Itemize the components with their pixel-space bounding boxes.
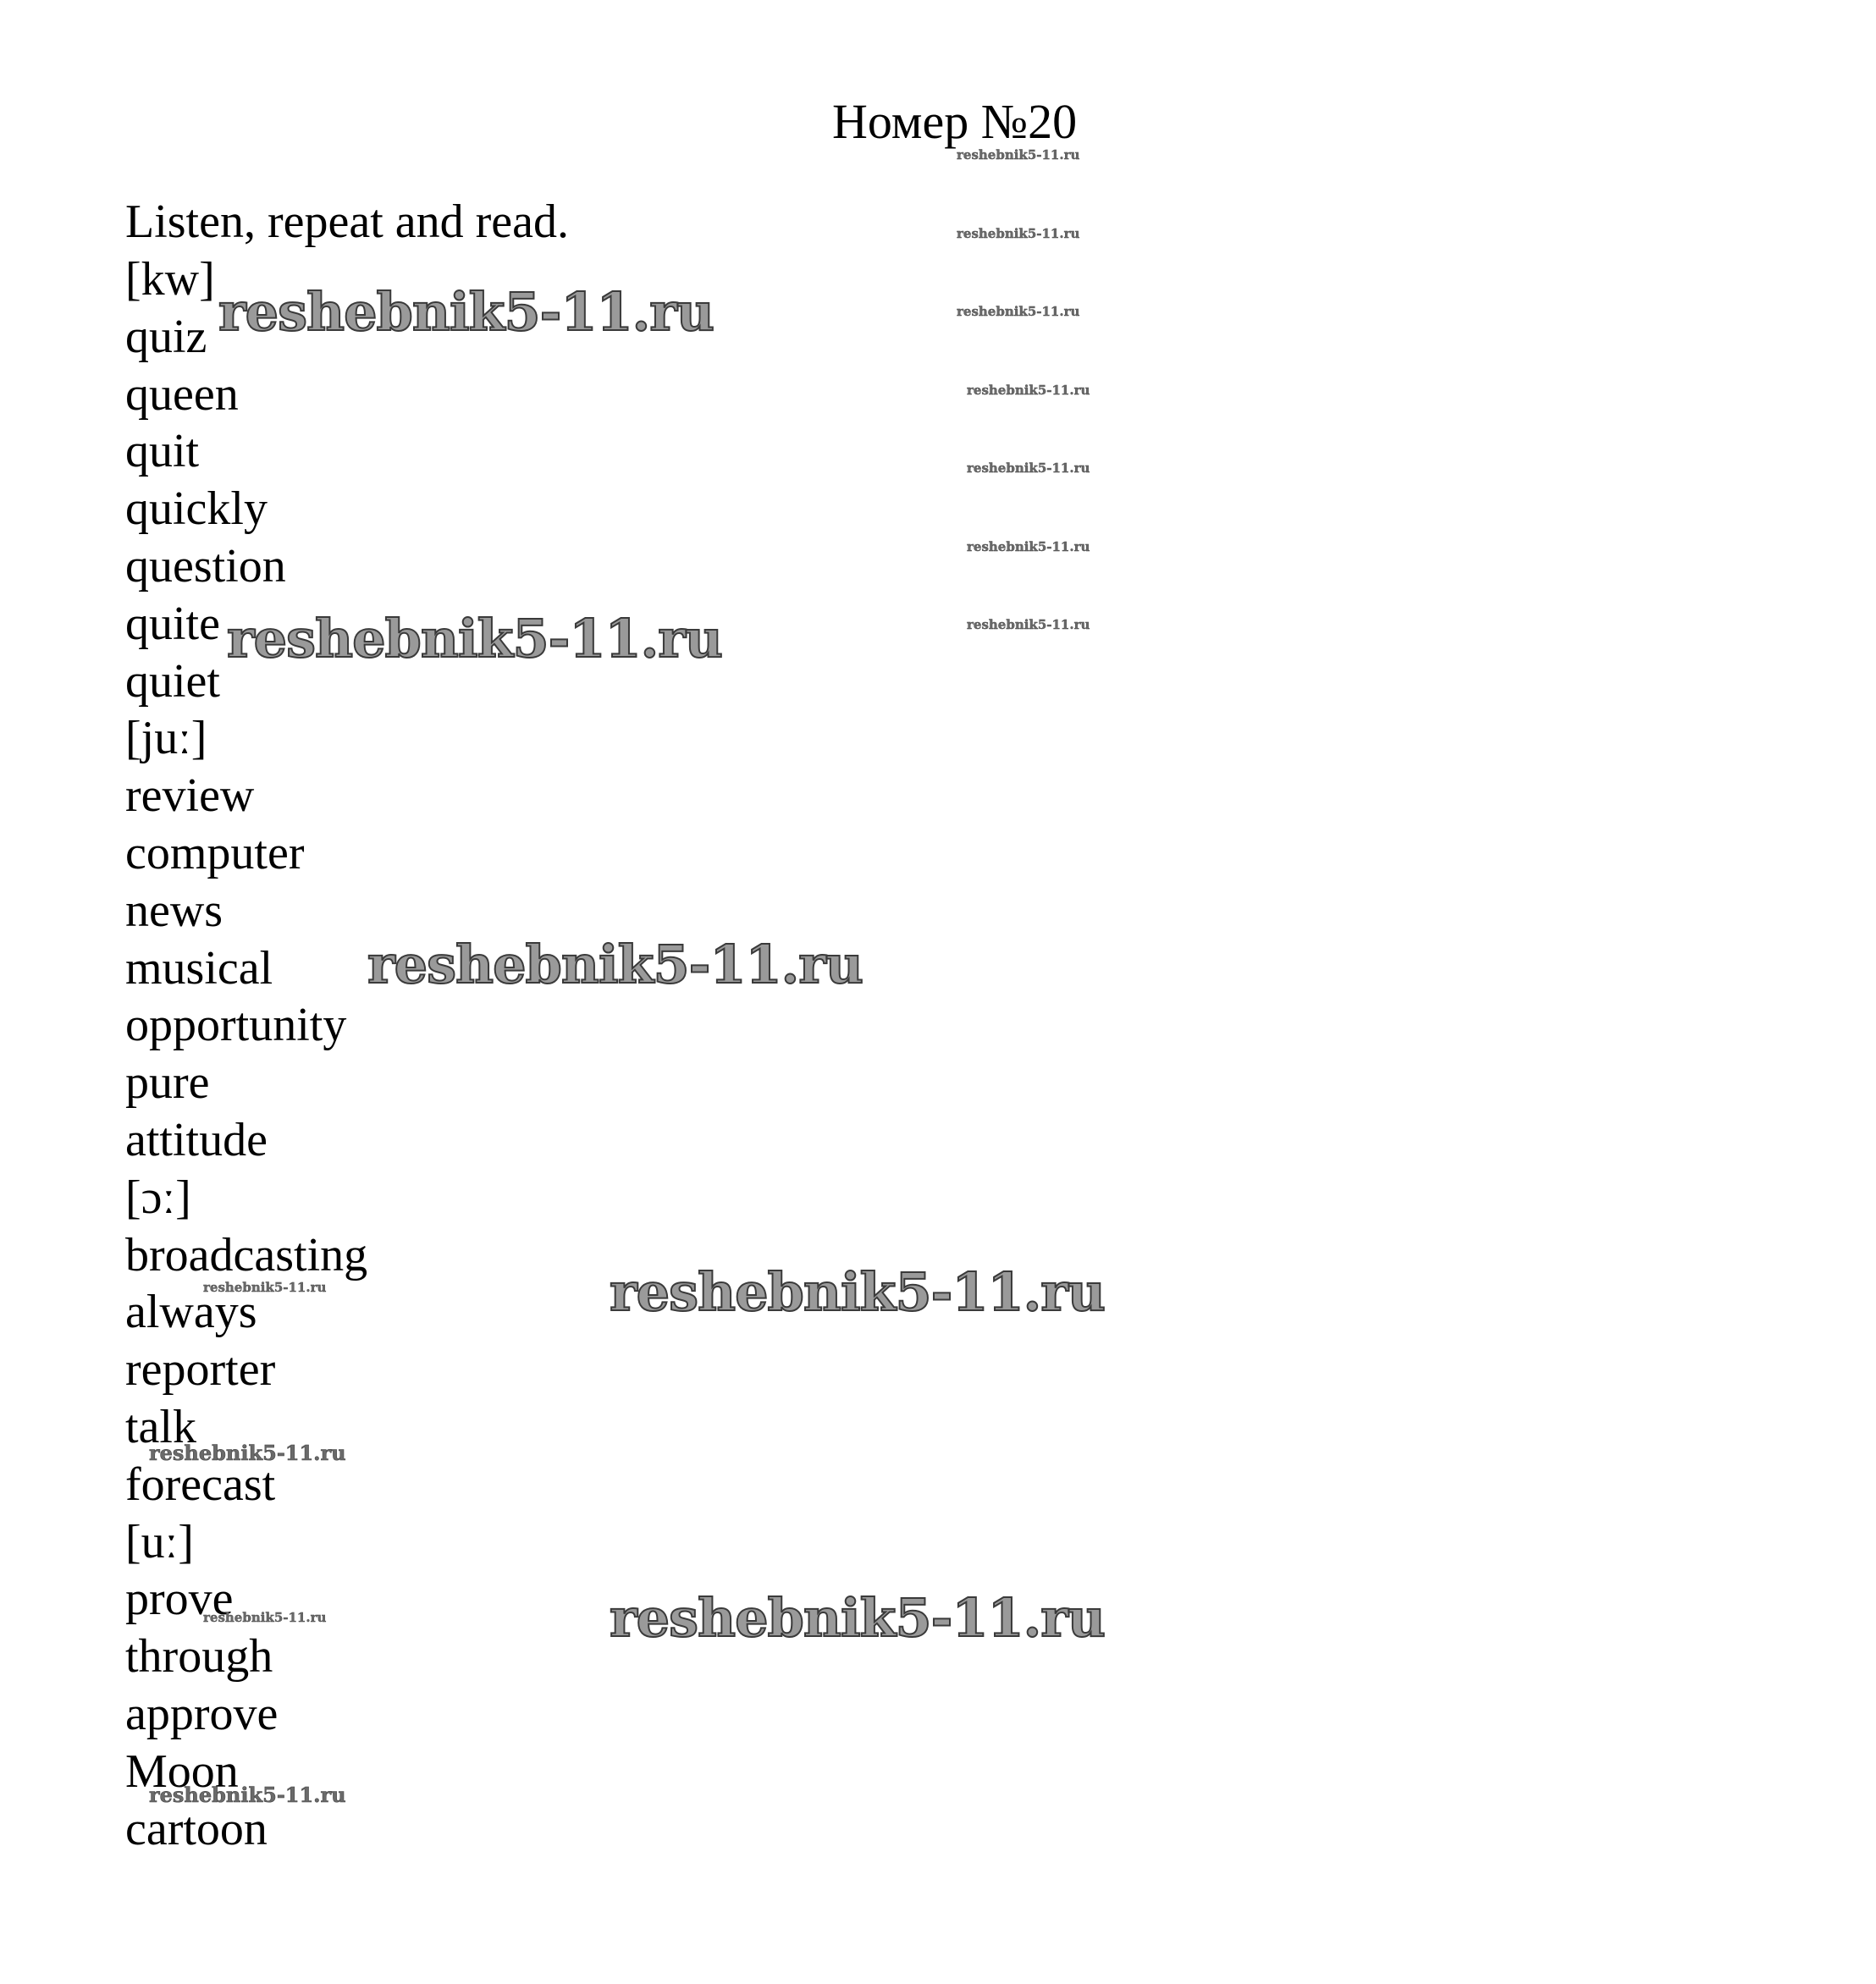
word-item: queen — [125, 367, 239, 421]
word-item: opportunity — [125, 999, 347, 1052]
word-item: prove — [125, 1573, 234, 1626]
word-item: musical — [125, 941, 273, 995]
word-item: quite — [125, 597, 220, 650]
word-item: review — [125, 769, 255, 823]
word-item: quit — [125, 425, 200, 478]
word-item: attitude — [125, 1113, 268, 1166]
word-item: broadcasting — [125, 1228, 368, 1281]
word-item: pure — [125, 1056, 210, 1110]
watermark: reshebnik5-11.ru — [967, 460, 1090, 476]
instruction-text: Listen, repeat and read. — [125, 196, 569, 248]
sound-heading-u: [uː] — [125, 1515, 194, 1568]
word-item: quickly — [125, 482, 268, 536]
word-item: through — [125, 1630, 273, 1684]
word-item: question — [125, 539, 286, 592]
watermark: reshebnik5-11.ru — [203, 1610, 327, 1625]
watermark: reshebnik5-11.ru — [367, 934, 863, 995]
word-item: approve — [125, 1687, 279, 1740]
watermark: reshebnik5-11.ru — [610, 1587, 1105, 1649]
sound-heading-ju: [juː] — [125, 712, 207, 765]
word-item: computer — [125, 826, 305, 879]
watermark: reshebnik5-11.ru — [957, 147, 1080, 163]
watermark: reshebnik5-11.ru — [610, 1261, 1105, 1323]
watermark: reshebnik5-11.ru — [149, 1783, 346, 1807]
word-item: talk — [125, 1400, 196, 1453]
watermark: reshebnik5-11.ru — [957, 304, 1080, 319]
watermark: reshebnik5-11.ru — [149, 1441, 346, 1465]
sound-heading-o: [ɔː] — [125, 1171, 191, 1224]
word-item: always — [125, 1286, 257, 1339]
word-item: forecast — [125, 1458, 276, 1511]
watermark: reshebnik5-11.ru — [218, 281, 714, 343]
word-item: quiz — [125, 310, 207, 363]
page-title: Номер №20 — [832, 94, 1078, 149]
watermark: reshebnik5-11.ru — [967, 383, 1090, 398]
word-item: cartoon — [125, 1802, 268, 1855]
watermark: reshebnik5-11.ru — [967, 617, 1090, 632]
watermark: reshebnik5-11.ru — [227, 608, 722, 670]
watermark: reshebnik5-11.ru — [967, 539, 1090, 554]
watermark: reshebnik5-11.ru — [203, 1280, 327, 1295]
word-item: Moon — [125, 1744, 239, 1798]
sound-heading-kw: [kw] — [125, 253, 215, 306]
word-item: reporter — [125, 1343, 276, 1397]
word-item: quiet — [125, 654, 220, 708]
word-item: news — [125, 884, 223, 937]
watermark: reshebnik5-11.ru — [957, 226, 1080, 241]
